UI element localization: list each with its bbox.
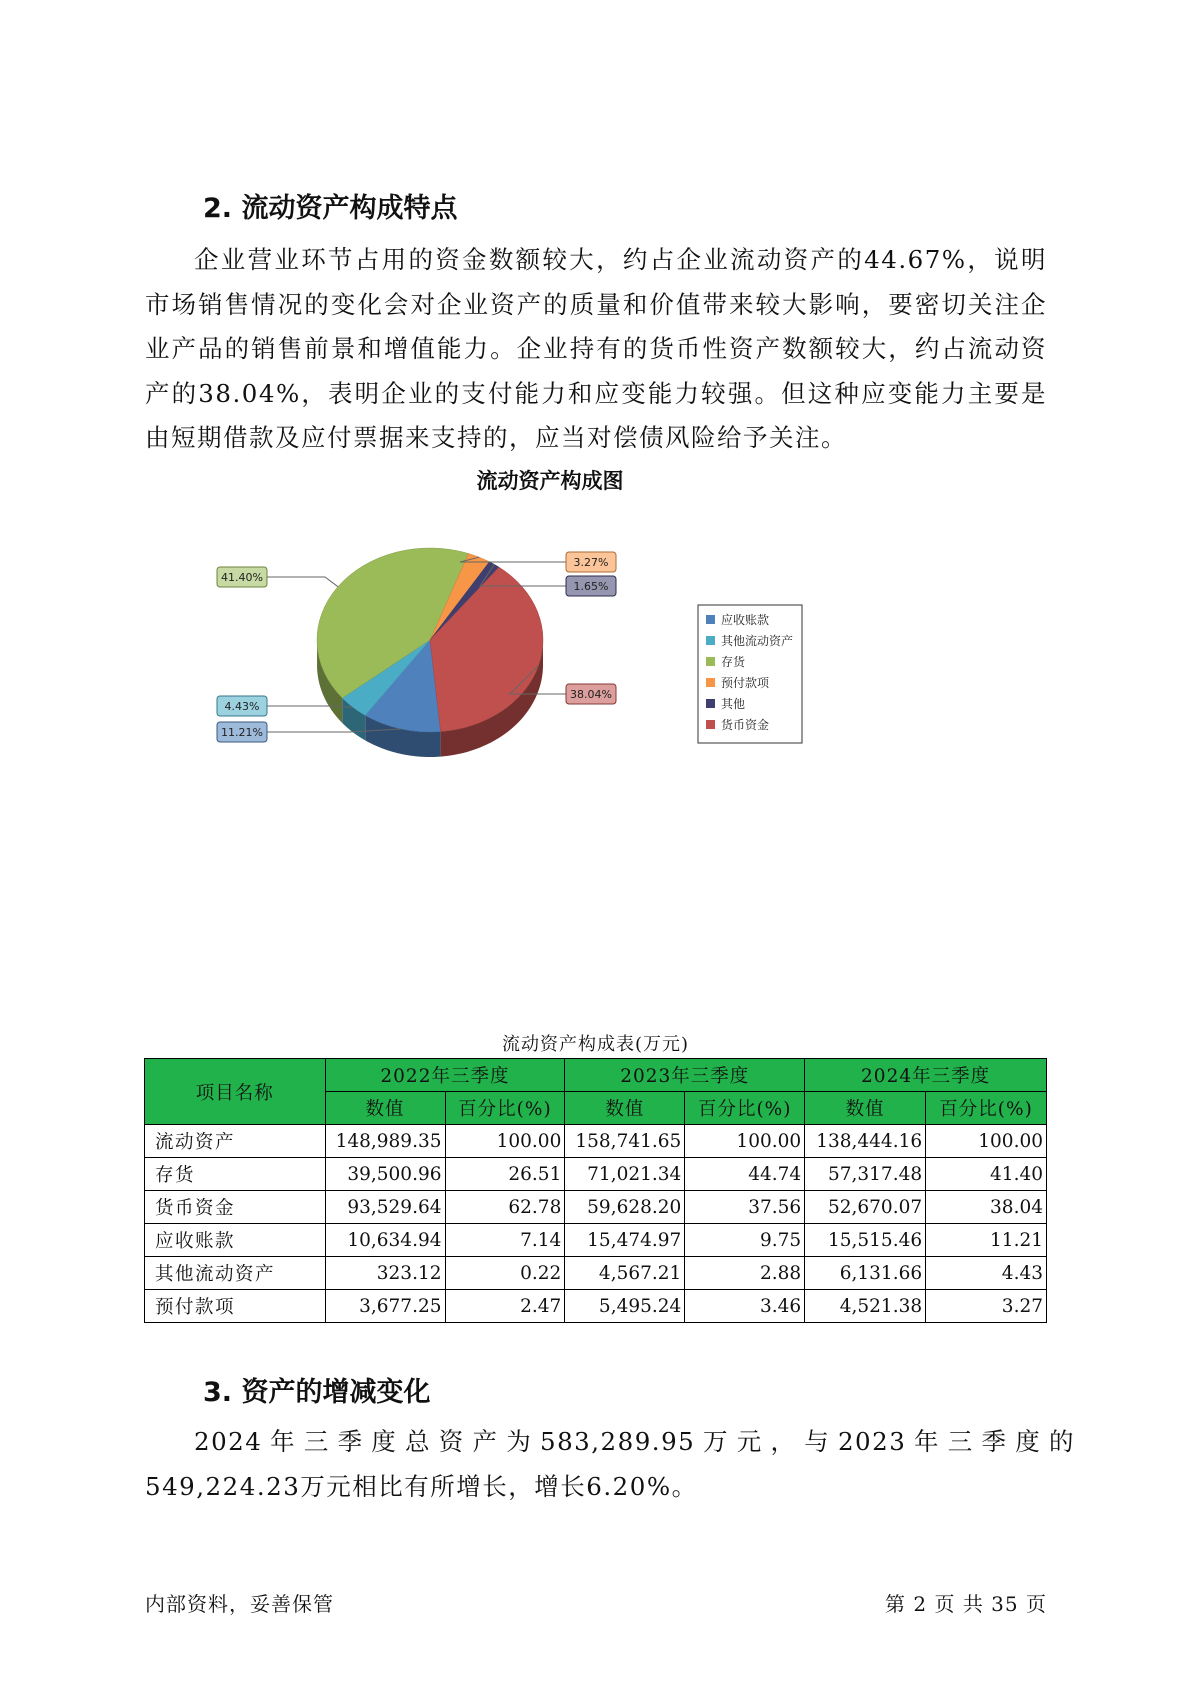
table-cell: 0.22 [445, 1257, 565, 1290]
legend-label: 其他流动资产 [721, 634, 794, 648]
table-row [145, 1290, 1047, 1323]
legend-swatch [706, 636, 715, 645]
row-name: 流动资产 [145, 1125, 326, 1158]
table-cell: 3.27 [926, 1290, 1047, 1323]
legend-label: 货币资金 [721, 718, 770, 732]
legend-label: 应收账款 [721, 613, 770, 627]
row-name: 应收账款 [145, 1224, 326, 1257]
table-row [145, 1191, 1047, 1224]
table-cell: 100.00 [685, 1125, 805, 1158]
table-row [145, 1125, 1047, 1158]
current-assets-table [144, 1058, 1047, 1323]
subheader: 百分比(%) [685, 1092, 805, 1125]
table-cell: 3,677.25 [325, 1290, 445, 1323]
table-cell: 148,989.35 [325, 1125, 445, 1158]
table-cell: 38.04 [926, 1191, 1047, 1224]
table-cell: 71,021.34 [565, 1158, 685, 1191]
table-cell: 57,317.48 [805, 1158, 926, 1191]
table-cell: 37.56 [685, 1191, 805, 1224]
pie-chart [190, 469, 830, 820]
section-heading: 3. 资产的增减变化 [203, 1377, 431, 1408]
table-cell: 10,634.94 [325, 1224, 445, 1257]
table-caption: 流动资产构成表(万元) [501, 1034, 690, 1055]
legend-swatch [706, 678, 715, 687]
legend-swatch [706, 699, 715, 708]
subheader: 百分比(%) [445, 1092, 565, 1125]
row-name: 存货 [145, 1158, 326, 1191]
table-cell: 41.40 [926, 1158, 1047, 1191]
table-row [145, 1158, 1047, 1191]
header-period: 2022年三季度 [325, 1059, 565, 1092]
pie-data-label: 4.43% [224, 700, 260, 713]
section-heading: 2. 流动资产构成特点 [203, 193, 458, 224]
table-cell: 100.00 [926, 1125, 1047, 1158]
table-cell: 100.00 [445, 1125, 565, 1158]
header-item-name: 项目名称 [145, 1059, 326, 1125]
table-cell: 323.12 [325, 1257, 445, 1290]
subheader: 数值 [565, 1092, 685, 1125]
pie-data-label: 38.04% [570, 688, 612, 701]
pie-data-label: 3.27% [573, 556, 609, 569]
table-cell: 5,495.24 [565, 1290, 685, 1323]
table-cell: 158,741.65 [565, 1125, 685, 1158]
section-paragraph: 企业营业环节占用的资金数额较大，约占企业流动资产的44.67%，说明市场销售情况的变化会对企业资产的质量和价值带来较大影响，要密切关注企业产品的销售前景和增值能力。企业持有的货币性资产数额较大，约占流动资产的38.04%，表明企业的支付能力和应变能力较强。但这种应变能力主要是由短期借款及应付票据来支持的，应当对偿债风险给予关注。 [145, 245, 1047, 452]
section-paragraph: 2024年三季度总资产为583,289.95万元，与2023年三季度的549,224.23万元相比有所增长，增长6.20%。 [145, 1427, 1075, 1501]
table-cell: 2.88 [685, 1257, 805, 1290]
table-cell: 7.14 [445, 1224, 565, 1257]
pie-chart-svg [190, 460, 830, 820]
legend-swatch [706, 657, 715, 666]
legend-label: 存货 [721, 655, 746, 669]
table-cell: 15,474.97 [565, 1224, 685, 1257]
table-cell: 4,521.38 [805, 1290, 926, 1323]
legend-swatch [706, 720, 715, 729]
table-cell: 4,567.21 [565, 1257, 685, 1290]
pie-data-label: 11.21% [221, 726, 263, 739]
table-cell: 59,628.20 [565, 1191, 685, 1224]
row-name: 货币资金 [145, 1191, 326, 1224]
chart-title: 流动资产构成图 [476, 469, 624, 493]
page-number: 第 2 页 共 35 页 [885, 1592, 1047, 1616]
pie-data-label: 1.65% [573, 580, 609, 593]
legend-label: 其他 [721, 697, 746, 711]
subheader: 百分比(%) [926, 1092, 1047, 1125]
table-cell: 15,515.46 [805, 1224, 926, 1257]
table-cell: 2.47 [445, 1290, 565, 1323]
legend-swatch [706, 615, 715, 624]
table-cell: 3.46 [685, 1290, 805, 1323]
header-period: 2023年三季度 [565, 1059, 805, 1092]
table-row [145, 1257, 1047, 1290]
table-cell: 11.21 [926, 1224, 1047, 1257]
table-cell: 9.75 [685, 1224, 805, 1257]
legend-label: 预付款项 [721, 676, 770, 690]
table-cell: 52,670.07 [805, 1191, 926, 1224]
table-cell: 26.51 [445, 1158, 565, 1191]
table-cell: 4.43 [926, 1257, 1047, 1290]
table-cell: 93,529.64 [325, 1191, 445, 1224]
table-cell: 62.78 [445, 1191, 565, 1224]
pie-data-label: 41.40% [221, 571, 263, 584]
table-row [145, 1224, 1047, 1257]
table-cell: 39,500.96 [325, 1158, 445, 1191]
row-name: 预付款项 [145, 1290, 326, 1323]
table-cell: 138,444.16 [805, 1125, 926, 1158]
header-period: 2024年三季度 [805, 1059, 1047, 1092]
subheader: 数值 [325, 1092, 445, 1125]
pie-label-leader [267, 577, 338, 587]
row-name: 其他流动资产 [145, 1257, 326, 1290]
footer-note: 内部资料，妥善保管 [145, 1592, 334, 1616]
table-cell: 6,131.66 [805, 1257, 926, 1290]
table-cell: 44.74 [685, 1158, 805, 1191]
subheader: 数值 [805, 1092, 926, 1125]
